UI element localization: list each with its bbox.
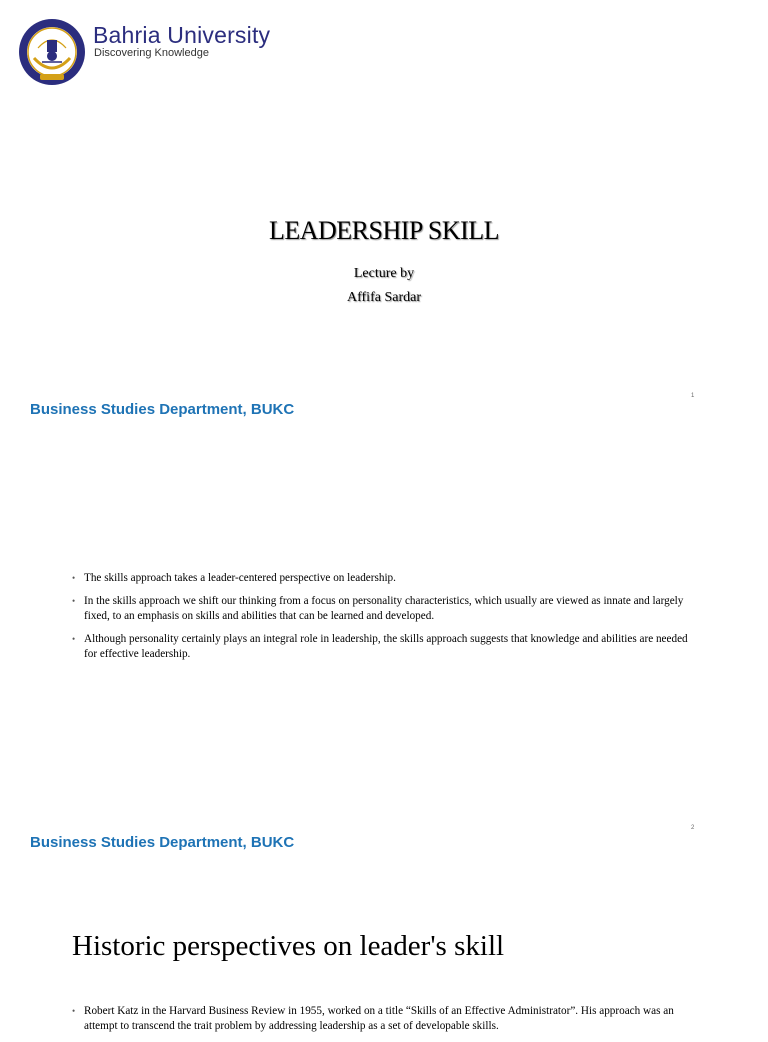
- list-item: [72, 632, 697, 662]
- lecture-by-label: Lecture by: [353, 266, 415, 281]
- bullet-icon: •: [72, 1006, 76, 1016]
- list-item: [72, 571, 697, 586]
- slide-historic-perspectives: [0, 864, 768, 1032]
- university-tagline: Discovering Knowledge: [94, 47, 209, 59]
- bahria-university-logo: [18, 18, 86, 86]
- bullet-icon: •: [72, 596, 76, 606]
- page-number: 1: [691, 393, 695, 399]
- bullet-text: Robert Katz in the Harvard Business Review in 1955, worked on a title “Skills of an Effective Administrator”. His approach was an attempt to transcend the trait problem by addressing leadership as a set of developable skills.: [84, 1005, 674, 1032]
- slide-title-text: LEADERSHIP SKILL: [268, 216, 500, 245]
- bullet-text: Although personality certainly plays an integral role in leadership, the skills approach suggests that knowledge and abilities are needed for effective leadership.: [84, 633, 688, 660]
- list-item: [72, 594, 697, 624]
- slide-title: [0, 0, 768, 432]
- bullet-icon: •: [72, 573, 76, 583]
- department-footer: Business Studies Department, BUKC: [30, 834, 295, 851]
- slide-heading: Historic perspectives on leader's skill: [72, 930, 505, 962]
- page-number: 2: [691, 825, 695, 831]
- bullet-text: In the skills approach we shift our thinking from a focus on personality characteristics, which usually are viewed as innate and largely fixed, to an emphasis on skills and abilities that can be learned and developed.: [84, 595, 684, 622]
- university-name: Bahria University: [93, 22, 271, 48]
- bullet-icon: •: [72, 634, 76, 644]
- bullet-list: [72, 1004, 697, 1042]
- department-footer: Business Studies Department, BUKC: [30, 401, 295, 418]
- list-item: [72, 1004, 697, 1034]
- bullet-list: [72, 571, 697, 670]
- slide-skills-approach: [0, 432, 768, 864]
- bullet-text: The skills approach takes a leader-centered perspective on leadership.: [84, 572, 396, 584]
- lecturer-name: Affifa Sardar: [347, 290, 421, 305]
